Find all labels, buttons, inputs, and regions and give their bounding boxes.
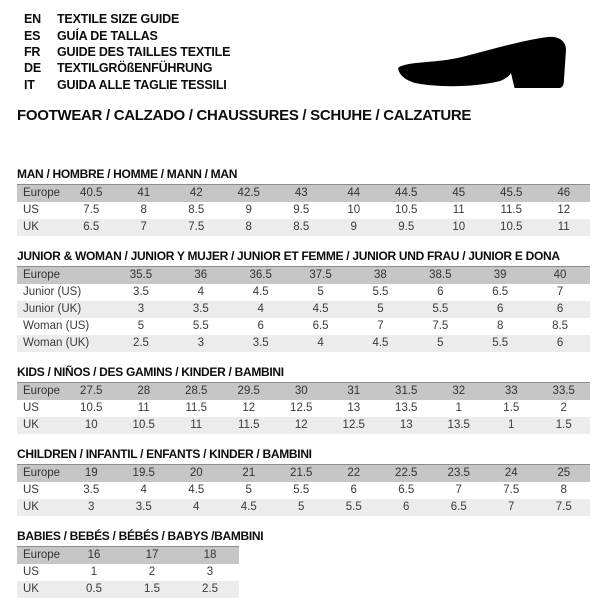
size-cell: 5.5 <box>470 335 530 352</box>
size-cell: 6 <box>437 286 444 299</box>
size-cell: 42 <box>170 184 223 202</box>
table-row <box>17 482 590 499</box>
table-row <box>17 219 590 236</box>
size-cell: 1.5 <box>123 581 181 598</box>
size-cell: 7 <box>377 320 384 333</box>
row-label: Europe <box>17 266 111 284</box>
size-cell: 7.5 <box>538 499 591 516</box>
row-label: Junior (UK) <box>17 301 111 318</box>
size-cell: 3 <box>206 566 214 579</box>
size-cell: 10.5 <box>118 417 171 434</box>
row-label: US <box>23 402 39 415</box>
size-cell: 32 <box>433 382 486 400</box>
table-row <box>17 184 590 202</box>
language-label: GUIDE DES TAILLES TEXTILE <box>57 44 231 59</box>
size-cell: 3.5 <box>231 335 291 352</box>
size-cell: 4 <box>231 301 291 318</box>
size-cell: 8.5 <box>188 204 205 217</box>
size-cell: 33.5 <box>538 382 591 400</box>
size-cell: 22.5 <box>380 464 433 482</box>
size-cell: 10.5 <box>395 204 418 217</box>
size-cell: 1 <box>90 566 98 579</box>
row-label: Europe <box>17 184 65 202</box>
size-cell: 21 <box>223 464 276 482</box>
language-label: TEXTILE SIZE GUIDE <box>57 12 180 27</box>
table-row <box>17 417 590 434</box>
size-cell: 19.5 <box>118 464 171 482</box>
size-cell: 7.5 <box>432 320 449 333</box>
language-label: GUÍA DE TALLAS <box>57 28 158 43</box>
size-cell: 4.5 <box>291 301 351 318</box>
language-code: IT <box>24 77 35 92</box>
size-cell: 38 <box>351 266 411 284</box>
size-cell: 43 <box>275 184 328 202</box>
size-cell: 45.5 <box>485 184 538 202</box>
size-cell: 7 <box>485 499 538 516</box>
size-cell: 8.5 <box>275 219 328 236</box>
size-cell: 4 <box>140 484 147 497</box>
size-cell: 42.5 <box>223 184 276 202</box>
row-label: Woman (UK) <box>17 335 111 352</box>
size-cell: 7.5 <box>170 219 223 236</box>
section-man <box>17 168 600 236</box>
size-cell: 9.5 <box>380 219 433 236</box>
size-cell: 1.5 <box>538 417 591 434</box>
category-title: FOOTWEAR / CALZADO / CHAUSSURES / SCHUHE / CALZATURE <box>17 106 472 124</box>
table-row <box>17 400 590 417</box>
size-cell: 1 <box>485 417 538 434</box>
size-table-children <box>17 464 590 516</box>
size-cell: 6 <box>470 301 530 318</box>
size-cell: 33 <box>485 382 538 400</box>
size-cell: 27.5 <box>65 382 118 400</box>
size-cell: 5 <box>245 484 252 497</box>
size-cell: 18 <box>181 546 239 564</box>
table-row <box>17 202 590 219</box>
row-label: Europe <box>17 546 65 564</box>
section-title: KIDS / NIÑOS / DES GAMINS / KINDER / BAMBINI <box>17 364 284 379</box>
size-cell: 1.5 <box>503 402 520 415</box>
row-label: US <box>23 204 39 217</box>
size-sections <box>17 168 600 598</box>
section-junior-woman <box>17 250 600 352</box>
size-cell: 40.5 <box>65 184 118 202</box>
size-cell: 10 <box>65 417 118 434</box>
language-label: TEXTILGRÖßENFÜHRUNG <box>57 61 213 76</box>
size-cell: 8.5 <box>552 320 569 333</box>
size-cell: 12.5 <box>290 402 313 415</box>
size-cell: 9.5 <box>293 204 310 217</box>
section-children <box>17 448 600 516</box>
size-cell: 6.5 <box>312 320 329 333</box>
size-cell: 12.5 <box>328 417 381 434</box>
size-cell: 3 <box>65 499 118 516</box>
size-cell: 10 <box>433 219 486 236</box>
size-cell: 6 <box>530 301 590 318</box>
size-cell: 11 <box>538 219 591 236</box>
table-row <box>17 564 239 581</box>
row-label: Woman (US) <box>23 320 90 333</box>
size-cell: 12 <box>557 204 571 217</box>
row-label: UK <box>17 219 65 236</box>
size-cell: 6 <box>257 320 264 333</box>
size-cell: 31.5 <box>380 382 433 400</box>
size-cell: 45 <box>433 184 486 202</box>
size-cell: 13 <box>347 402 361 415</box>
size-cell: 4 <box>291 335 351 352</box>
size-cell: 6.5 <box>433 499 486 516</box>
size-cell: 3.5 <box>83 484 100 497</box>
size-cell: 13.5 <box>395 402 418 415</box>
size-cell: 6 <box>380 499 433 516</box>
section-kids <box>17 366 600 434</box>
size-cell: 3.5 <box>118 499 171 516</box>
size-cell: 10.5 <box>485 219 538 236</box>
size-cell: 8 <box>223 219 276 236</box>
size-cell: 6.5 <box>398 484 415 497</box>
row-label: Europe <box>17 382 65 400</box>
size-cell: 8 <box>140 204 147 217</box>
size-cell: 36 <box>171 266 231 284</box>
size-cell: 7 <box>118 219 171 236</box>
size-table-babies <box>17 546 239 598</box>
size-cell: 2.5 <box>111 335 171 352</box>
size-cell: 20 <box>170 464 223 482</box>
size-cell: 3.5 <box>171 301 231 318</box>
size-cell: 5.5 <box>192 320 209 333</box>
size-cell: 5.5 <box>328 499 381 516</box>
size-cell: 5 <box>351 301 411 318</box>
section-title: BABIES / BEBÉS / BÉBÉS / BABYS /BAMBINI <box>17 528 264 543</box>
size-cell: 36.5 <box>231 266 291 284</box>
size-cell: 9 <box>245 204 252 217</box>
section-title: CHILDREN / INFANTIL / ENFANTS / KINDER / BAMBINI <box>17 446 312 461</box>
size-cell: 28 <box>118 382 171 400</box>
table-row <box>17 499 590 516</box>
size-cell: 6 <box>350 484 357 497</box>
size-cell: 3.5 <box>132 286 149 299</box>
size-cell: 44 <box>328 184 381 202</box>
size-cell: 2.5 <box>181 581 239 598</box>
table-row <box>17 382 590 400</box>
size-cell: 6.5 <box>65 219 118 236</box>
size-cell: 2 <box>560 402 567 415</box>
language-code: DE <box>24 61 41 76</box>
size-cell: 8 <box>560 484 567 497</box>
size-cell: 5 <box>410 335 470 352</box>
size-cell: 17 <box>123 546 181 564</box>
row-label: UK <box>17 581 65 598</box>
size-cell: 6.5 <box>492 286 509 299</box>
language-code: ES <box>24 28 41 43</box>
table-row <box>17 266 590 284</box>
shoe-icon <box>396 34 572 92</box>
size-cell: 4.5 <box>188 484 205 497</box>
language-row <box>24 11 600 27</box>
table-row <box>17 301 590 318</box>
size-table-man <box>17 184 590 236</box>
table-row <box>17 335 590 352</box>
size-cell: 11.5 <box>500 204 523 217</box>
size-cell: 29.5 <box>223 382 276 400</box>
language-label: GUIDA ALLE TAGLIE TESSILI <box>57 77 227 92</box>
size-cell: 44.5 <box>380 184 433 202</box>
size-cell: 11 <box>137 402 150 415</box>
size-cell: 39 <box>470 266 530 284</box>
size-cell: 10.5 <box>80 402 103 415</box>
table-row <box>17 464 590 482</box>
size-cell: 25 <box>538 464 591 482</box>
size-cell: 11 <box>452 204 465 217</box>
size-cell: 37.5 <box>291 266 351 284</box>
size-cell: 7.5 <box>503 484 520 497</box>
size-cell: 28.5 <box>170 382 223 400</box>
size-cell: 22 <box>328 464 381 482</box>
size-cell: 7 <box>556 286 564 299</box>
size-cell: 21.5 <box>275 464 328 482</box>
size-cell: 30 <box>275 382 328 400</box>
table-row <box>17 546 239 564</box>
size-cell: 16 <box>65 546 123 564</box>
size-cell: 7 <box>455 484 462 497</box>
row-label: Junior (US) <box>23 286 82 299</box>
section-babies <box>17 530 600 598</box>
size-cell: 40 <box>530 266 590 284</box>
language-code: EN <box>24 12 41 27</box>
size-cell: 4.5 <box>223 499 276 516</box>
size-cell: 5.5 <box>293 484 310 497</box>
language-code: FR <box>24 44 41 59</box>
section-title: MAN / HOMBRE / HOMME / MANN / MAN <box>17 166 238 181</box>
size-cell: 41 <box>118 184 171 202</box>
row-label: UK <box>17 499 65 516</box>
size-cell: 46 <box>538 184 591 202</box>
size-cell: 3 <box>171 335 231 352</box>
size-cell: 5 <box>317 286 324 299</box>
size-table-kids <box>17 382 590 434</box>
size-cell: 7.5 <box>83 204 100 217</box>
size-cell: 5 <box>275 499 328 516</box>
size-cell: 4 <box>170 499 223 516</box>
size-cell: 3 <box>111 301 171 318</box>
size-table-junior-woman <box>17 266 590 352</box>
size-cell: 19 <box>65 464 118 482</box>
size-cell: 4.5 <box>351 335 411 352</box>
size-cell: 6 <box>530 335 590 352</box>
row-label: US <box>23 566 39 579</box>
size-cell: 35.5 <box>111 266 171 284</box>
size-cell: 4 <box>197 286 205 299</box>
table-row <box>17 284 590 301</box>
size-cell: 38.5 <box>410 266 470 284</box>
size-cell: 10 <box>347 204 361 217</box>
size-cell: 12 <box>275 417 328 434</box>
size-cell: 11.5 <box>223 417 276 434</box>
row-label: Europe <box>17 464 65 482</box>
row-label: UK <box>17 417 65 434</box>
size-cell: 31 <box>328 382 381 400</box>
size-cell: 0.5 <box>65 581 123 598</box>
table-row <box>17 318 590 335</box>
size-cell: 8 <box>496 320 504 333</box>
size-cell: 4.5 <box>252 286 269 299</box>
size-cell: 13 <box>380 417 433 434</box>
row-label: US <box>23 484 39 497</box>
size-cell: 24 <box>485 464 538 482</box>
size-cell: 5 <box>137 320 145 333</box>
size-cell: 2 <box>148 566 156 579</box>
size-cell: 11.5 <box>185 402 208 415</box>
size-cell: 13.5 <box>433 417 486 434</box>
size-cell: 23.5 <box>433 464 486 482</box>
table-row <box>17 581 239 598</box>
size-cell: 9 <box>328 219 381 236</box>
size-cell: 5.5 <box>410 301 470 318</box>
size-cell: 1 <box>455 402 462 415</box>
section-title: JUNIOR & WOMAN / JUNIOR Y MUJER / JUNIOR ET FEMME / JUNIOR UND FRAU / JUNIOR E DONA <box>17 248 560 263</box>
size-cell: 11 <box>170 417 223 434</box>
size-cell: 5.5 <box>372 286 389 299</box>
size-cell: 12 <box>242 402 256 415</box>
